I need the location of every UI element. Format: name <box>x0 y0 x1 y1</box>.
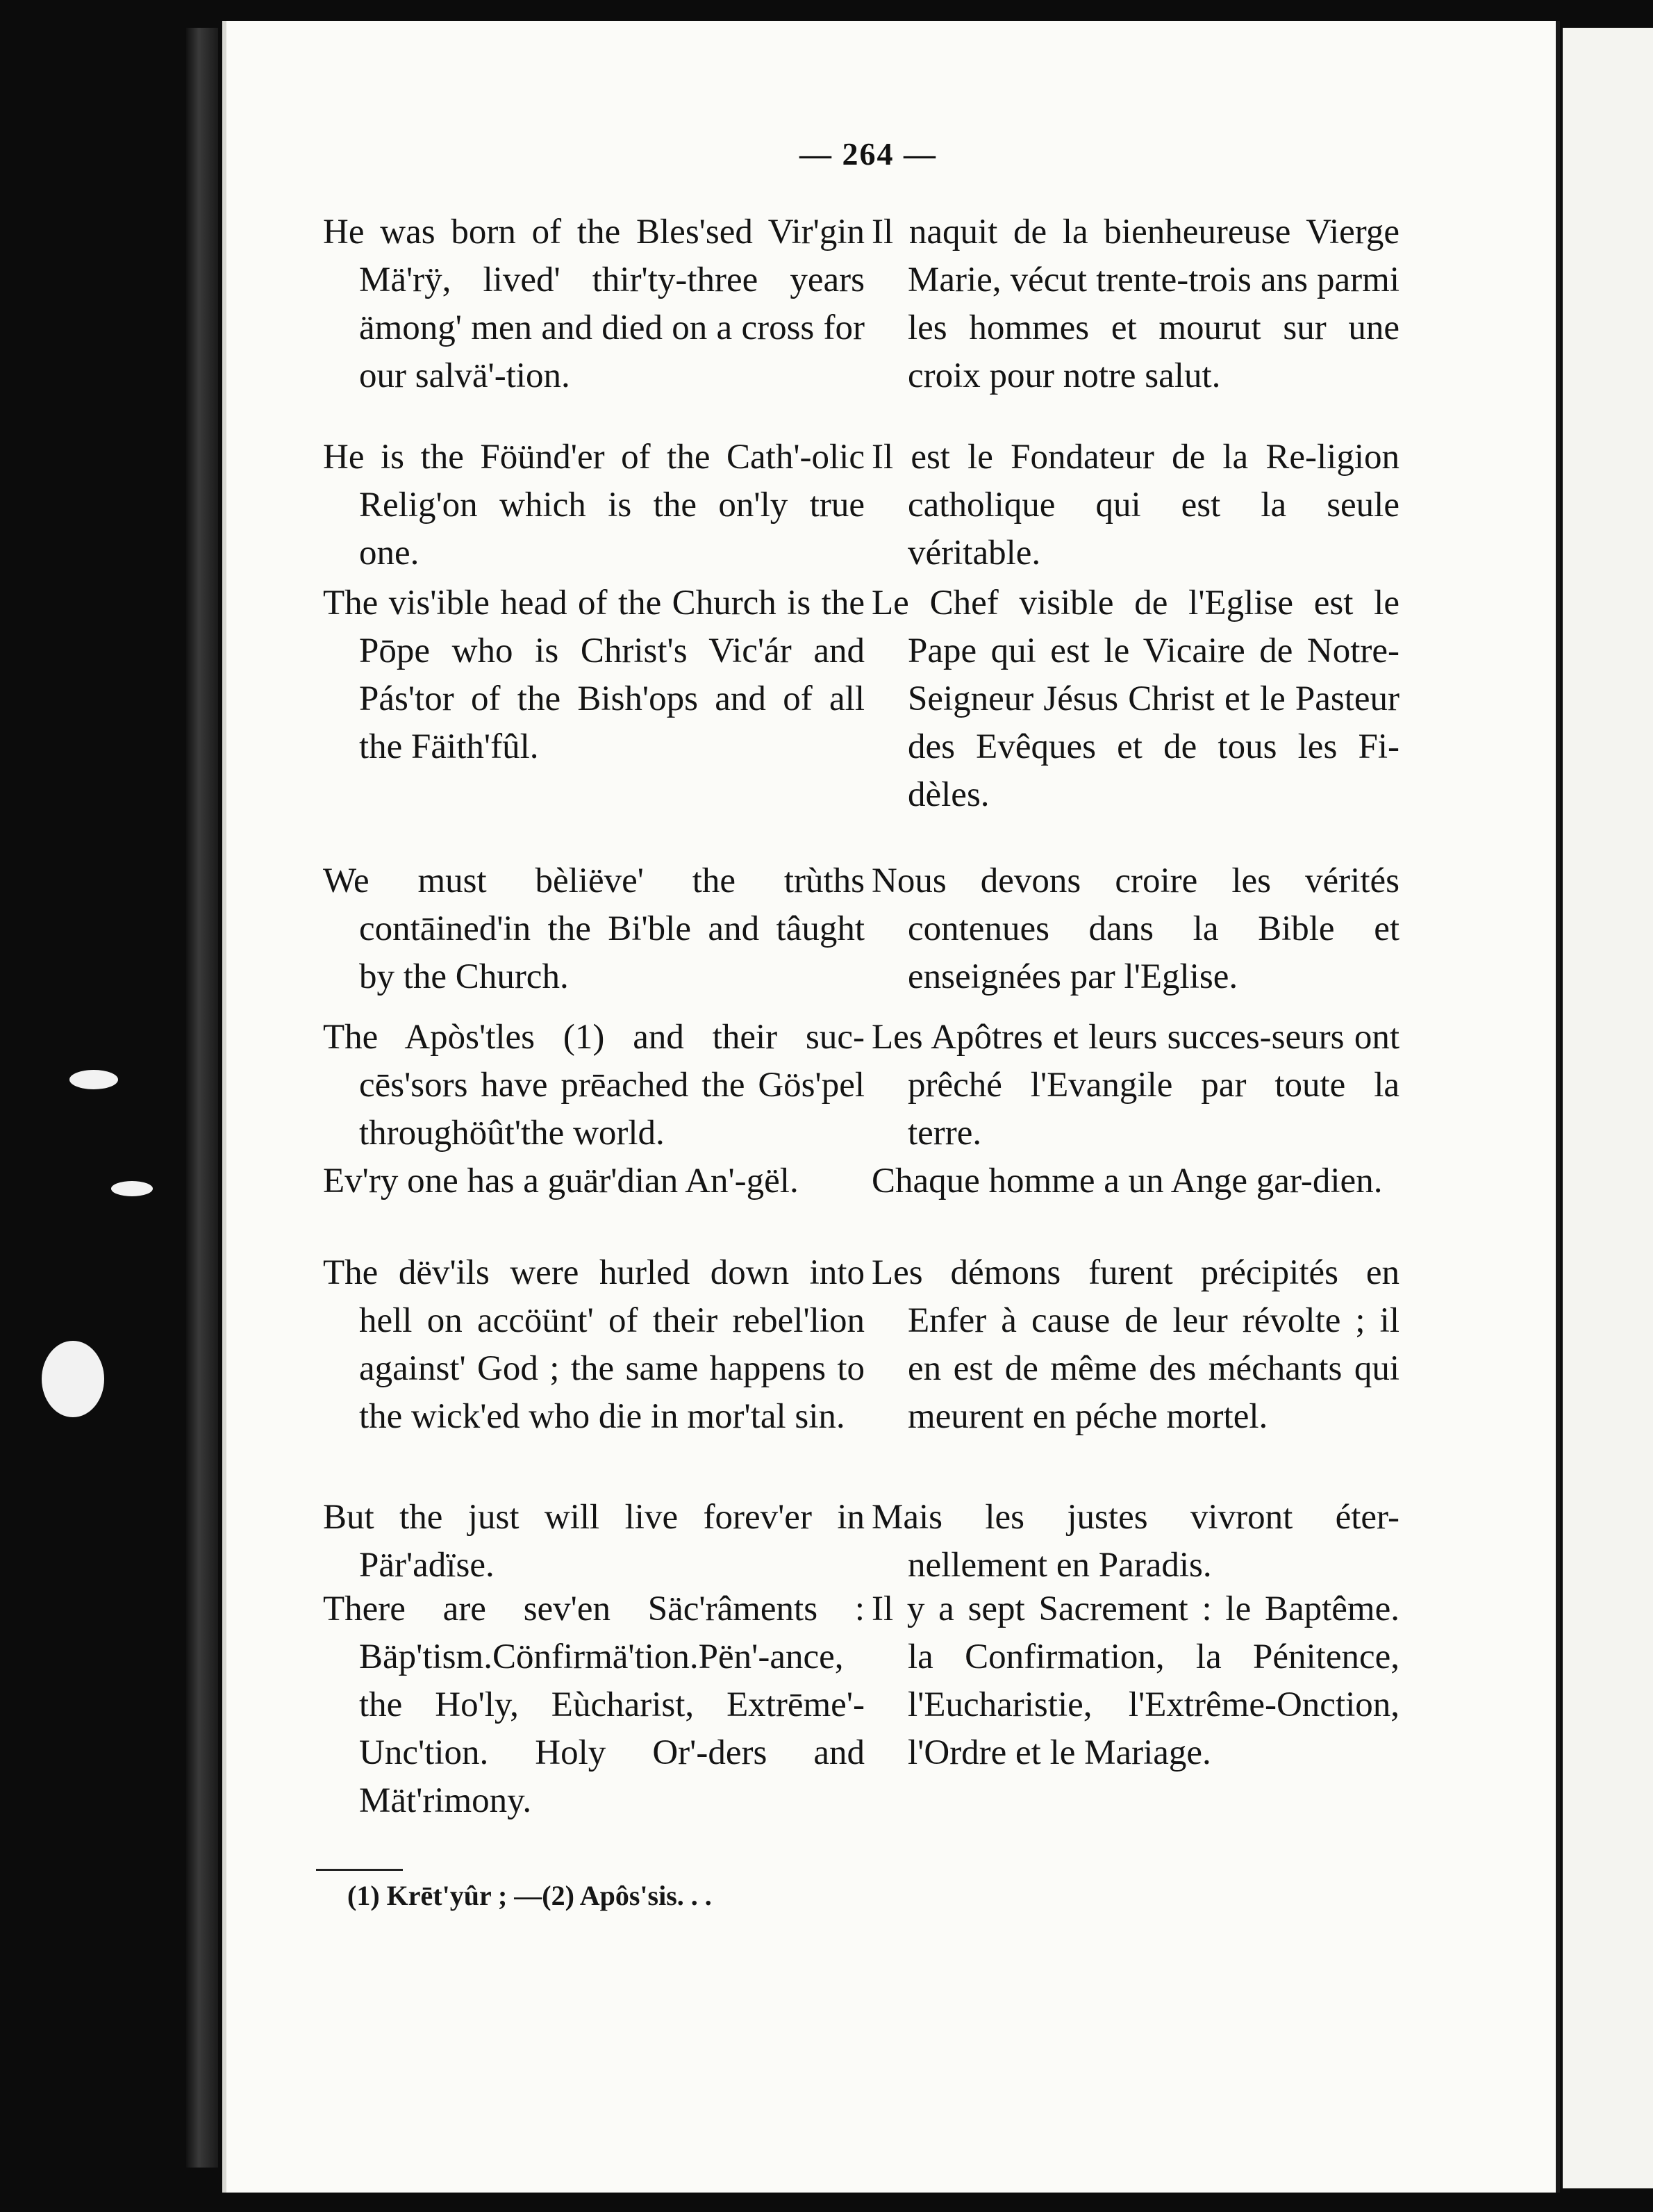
dust-speck <box>42 1341 104 1417</box>
french-entry: Mais les justes vivront éter-nellement en Paradis. <box>872 1498 1399 1585</box>
english-entry: Ev'ry one has a guär'dian An'-gël. <box>323 1162 799 1200</box>
english-entry: The Apòs'tles (1) and their suc-cēs'sors have prēached the Gös'pel throughöût'the world. <box>323 1018 865 1153</box>
dust-speck <box>69 1070 118 1089</box>
french-entry: Il est le Fondateur de la Re-ligion catholique qui est la seule véritable. <box>872 438 1399 572</box>
english-entry: But the just will live forev'er in Pär'adïse. <box>323 1498 865 1585</box>
french-entry: Il y a sept Sacrement : le Baptême. la Confirmation, la Pénitence, l'Eucharistie, l'Extrême-Onction, l'Ordre et le Mariage. <box>872 1590 1399 1772</box>
dust-speck <box>111 1181 153 1196</box>
english-column <box>323 208 865 1825</box>
french-entry: Les Apôtres et leurs succes-seurs ont prêché l'Evangile par toute la terre. <box>872 1018 1399 1153</box>
english-entry: He was born of the Bles'sed Vir'gin Mä'rÿ, lived' thir'ty-three years ämong' men and died on a cross for our salvä'-tion. <box>323 213 865 395</box>
english-entry: The vis'ible head of the Church is the Pōpe who is Christ's Vic'ár and Pás'tor of the Bish'ops and of all the Fäith'fûl. <box>323 584 865 766</box>
french-entry: Chaque homme a un Ange gar-dien. <box>872 1162 1383 1200</box>
english-entry: We must bèliëve' the trùths contāined'in the Bi'ble and tâught by the Church. <box>323 861 865 996</box>
french-entry: Le Chef visible de l'Eglise est le Pape qui est le Vicaire de Notre-Seigneur Jésus Christ et le Pasteur des Evêques et de tous les Fi-dèles. <box>872 584 1399 814</box>
footnote-rule <box>316 1869 403 1871</box>
book-spine-shadow <box>186 28 218 2168</box>
french-entry: Les démons furent précipités en Enfer à cause de leur révolte ; il en est de même des méchants qui meurent en péche mortel. <box>872 1253 1399 1436</box>
page-number: — 264 — <box>799 136 937 172</box>
english-entry: There are sev'en Säc'râments : Bäp'tism.Cönfirmä'tion.Pën'-ance, the Ho'ly, Eùcharist, Extrēme'-Unc'tion. Holy Or'-ders and Mät'rimony. <box>323 1590 865 1820</box>
english-entry: The dëv'ils were hurled down into hell on accöünt' of their rebel'lion against' God ; the same happens to the wick'ed who die in mor'tal sin. <box>323 1253 865 1436</box>
french-column <box>872 208 1399 1777</box>
french-entry: Nous devons croire les vérités contenues dans la Bible et enseignées par l'Eglise. <box>872 861 1399 996</box>
english-entry: He is the Föünd'er of the Cath'-olic Relig'on which is the on'ly true one. <box>323 438 865 572</box>
french-entry: Il naquit de la bienheureuse Vierge Marie, vécut trente-trois ans parmi les hommes et mourut sur une croix pour notre salut. <box>872 213 1399 395</box>
adjacent-page <box>1563 28 1653 2188</box>
page-edge <box>1556 21 1560 2193</box>
footnote: (1) Krēt'yûr ; —(2) Apôs'sis. . . <box>347 1880 712 1911</box>
